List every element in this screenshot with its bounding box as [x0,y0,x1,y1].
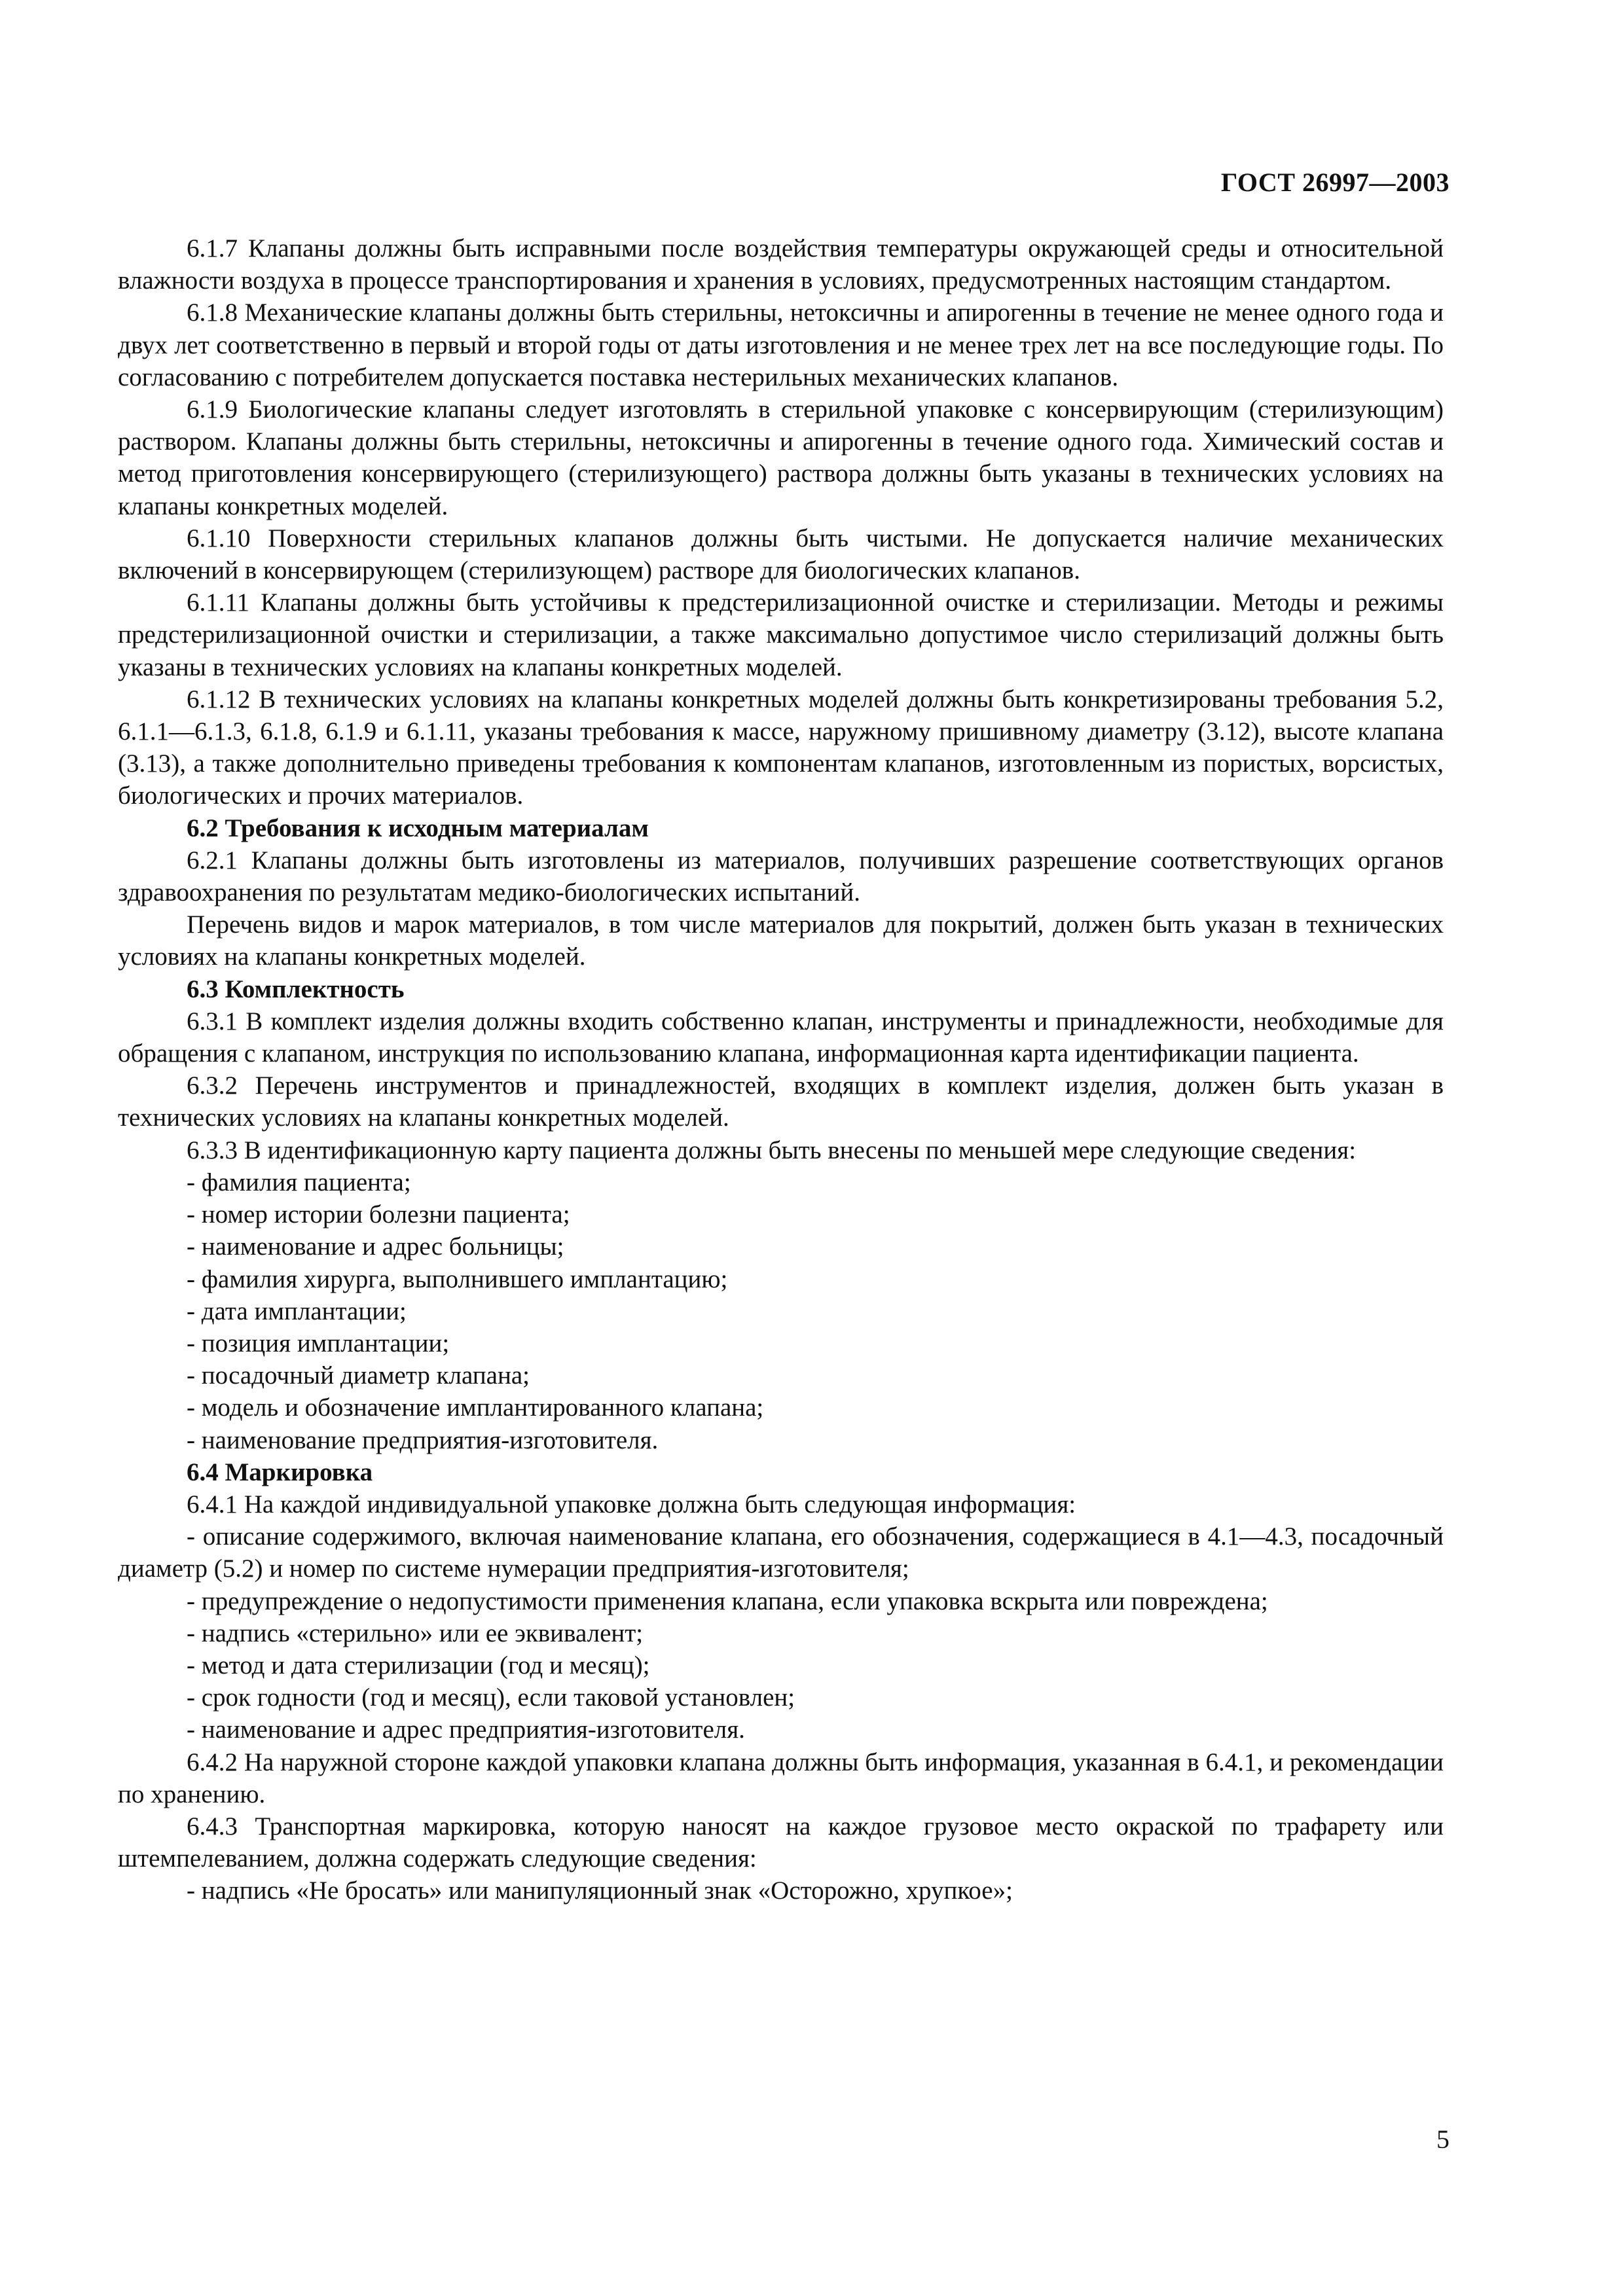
list-item: - описание содержимого, включая наименование клапана, его обозначения, содержащиеся в 4.1—4.3, посадочный диаметр (5.2) и номер по системе нумерации предприятия-изготовителя; [118,1522,1444,1583]
section-heading-6-4: 6.4 Маркировка [187,1458,373,1486]
paragraph-6-3-1: 6.3.1 В комплект изделия должны входить собственно клапан, инструменты и принадлежности, необходимые для обращения с клапаном, инструкция по использованию клапана, информационная карта идентификации пациента. [118,1007,1444,1068]
list-item: - наименование и адрес больницы; [187,1232,564,1261]
paragraph-6-4-2: 6.4.2 На наружной стороне каждой упаковки клапана должны быть информация, указанная в 6.4.1, и рекомендации по хранению. [118,1748,1444,1808]
paragraph-6-2-1: 6.2.1 Клапаны должны быть изготовлены из материалов, получивших разрешение соответствующих органов здравоохранения по результатам медико-биологических испытаний. [118,846,1444,907]
list-item: - метод и дата стерилизации (год и месяц); [187,1651,650,1679]
list-item: - надпись «стерильно» или ее эквивалент; [187,1619,644,1647]
paragraph-6-1-11: 6.1.11 Клапаны должны быть устойчивы к предстерилизационной очистке и стерилизации. Методы и режимы предстерилизационной очистки и стерилизации, а также максимально допустимое число стерилизаций должны быть указаны в технических условиях на клапаны конкретных моделей. [118,588,1444,681]
list-item: - предупреждение о недопустимости применения клапана, если упаковка вскрыта или повреждена; [187,1587,1268,1615]
section-heading-6-3: 6.3 Комплектность [187,975,405,1003]
list-item: - надпись «Не бросать» или манипуляционный знак «Осторожно, хрупкое»; [187,1876,1013,1905]
list-item: - посадочный диаметр клапана; [187,1361,530,1390]
document-body [118,232,1444,1907]
list-item: - фамилия хирурга, выполнившего имплантацию; [187,1265,728,1293]
paragraph-materials-list: Перечень видов и марок материалов, в том числе материалов для покрытий, должен быть указан в технических условиях на клапаны конкретных моделей. [118,910,1444,971]
list-item: - позиция имплантации; [187,1329,450,1357]
list-item: - наименование и адрес предприятия-изготовителя. [187,1715,745,1744]
paragraph-6-1-7: 6.1.7 Клапаны должны быть исправными после воздействия температуры окружающей среды и относительной влажности воздуха в процессе транспортирования и хранения в условиях, предусмотренных настоящим стандартом. [118,234,1444,295]
paragraph-6-1-8: 6.1.8 Механические клапаны должны быть стерильны, нетоксичны и апирогенны в течение не менее одного года и двух лет соответственно в первый и второй годы от даты изготовления и не менее трех лет на все последующие годы. По согласованию с потребителем допускается поставка нестерильных механических клапанов. [118,298,1444,391]
list-item: - наименование предприятия-изготовителя. [187,1426,659,1454]
section-heading-6-2: 6.2 Требования к исходным материалам [187,814,649,842]
page-number: 5 [1436,2125,1450,2154]
page-header: ГОСТ 26997—2003 [1220,168,1450,197]
paragraph-6-4-3: 6.4.3 Транспортная маркировка, которую наносят на каждое грузовое место окраской по трафарету или штемпелеванием, должна содержать следующие сведения: [118,1812,1444,1873]
list-item: - номер истории болезни пациента; [187,1200,570,1229]
paragraph-6-3-2: 6.3.2 Перечень инструментов и принадлежностей, входящих в комплект изделия, должен быть указан в технических условиях на клапаны конкретных моделей. [118,1071,1444,1132]
list-item: - дата имплантации; [187,1297,407,1325]
paragraph-6-1-10: 6.1.10 Поверхности стерильных клапанов должны быть чистыми. Не допускается наличие механических включений в консервирующем (стерилизующем) растворе для биологических клапанов. [118,524,1444,585]
paragraph-6-1-9: 6.1.9 Биологические клапаны следует изготовлять в стерильной упаковке с консервирующим (стерилизующим) раствором. Клапаны должны быть стерильны, нетоксичны и апирогенны в течение одного года. Химический состав и метод приготовления консервирующего (стерилизующего) раствора должны быть указаны в технических условиях на клапаны конкретных моделей. [118,395,1444,520]
list-item: - модель и обозначение имплантированного клапана; [187,1393,764,1422]
paragraph-6-1-12: 6.1.12 В технических условиях на клапаны конкретных моделей должны быть конкретизированы требования 5.2, 6.1.1—6.1.3, 6.1.8, 6.1.9 и 6.1.11, указаны требования к массе, наружному пришивному диаметру (3.12), высоте клапана (3.13), а также дополнительно приведены требования к компонентам клапанов, изготовленным из пористых, ворсистых, биологических и прочих материалов. [118,685,1444,810]
list-item: - срок годности (год и месяц), если таковой установлен; [187,1683,795,1712]
list-item: - фамилия пациента; [187,1168,411,1196]
paragraph-6-4-1: 6.4.1 На каждой индивидуальной упаковке должна быть следующая информация: [187,1490,1076,1518]
paragraph-6-3-3: 6.3.3 В идентификационную карту пациента должны быть внесены по меньшей мере следующие сведения: [187,1136,1357,1164]
